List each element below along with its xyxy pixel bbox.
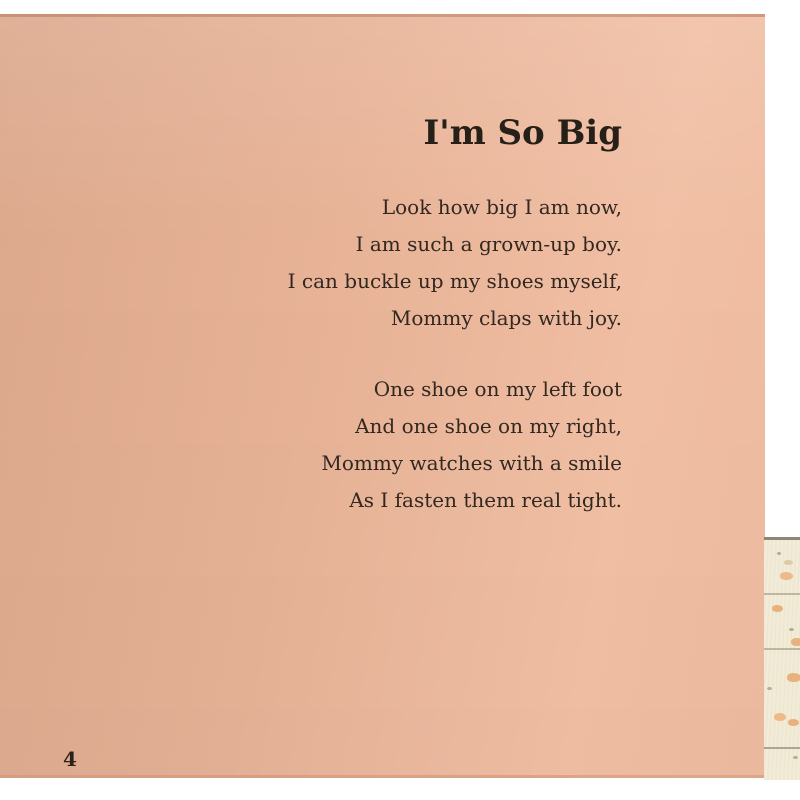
texture-blob (772, 605, 783, 612)
texture-blob (780, 572, 793, 580)
texture-blob (788, 719, 799, 726)
page-seam (764, 648, 800, 650)
poem-line: And one shoe on my right, (355, 414, 622, 438)
poem-stanza-1 (288, 189, 622, 337)
poem-line: Mommy watches with a smile (321, 451, 622, 475)
poem-line: Look how big I am now, (381, 195, 622, 219)
page-seam (764, 593, 800, 595)
poem-line: I am such a grown-up boy. (355, 232, 622, 256)
texture-fleck (793, 756, 798, 759)
poem (288, 189, 622, 519)
texture-fleck (767, 687, 772, 690)
poem-line: As I fasten them real tight. (349, 488, 622, 512)
texture-blob (784, 560, 793, 565)
texture-blob (787, 673, 800, 682)
texture-fleck (789, 628, 794, 631)
texture-fleck (777, 552, 781, 555)
texture-blob (774, 713, 786, 721)
book-page (0, 14, 765, 778)
poem-stanza-2 (288, 371, 622, 519)
texture-blob (791, 638, 800, 646)
poem-line: I can buckle up my shoes myself, (287, 269, 622, 293)
page-number: 4 (63, 747, 77, 771)
poem-line: Mommy claps with joy. (390, 306, 622, 330)
page-seam (764, 747, 800, 749)
page-title: I'm So Big (423, 113, 622, 153)
next-page-edge (764, 537, 800, 780)
poem-line: One shoe on my left foot (373, 377, 622, 401)
